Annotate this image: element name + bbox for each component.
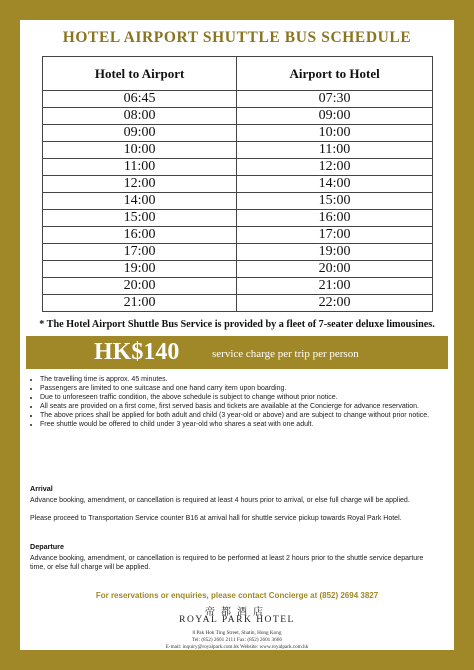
hotel-to-airport-time: 20:00 (43, 278, 237, 295)
airport-to-hotel-time: 12:00 (237, 159, 433, 176)
table-row (43, 261, 433, 278)
hotel-to-airport-time: 14:00 (43, 193, 237, 210)
airport-to-hotel-time: 14:00 (237, 176, 433, 193)
flyer-sheet (20, 20, 454, 650)
departure-heading: Departure (30, 542, 64, 551)
table-row (43, 176, 433, 193)
airport-to-hotel-time: 09:00 (237, 108, 433, 125)
hotel-to-airport-time: 09:00 (43, 125, 237, 142)
hotel-to-airport-time: 08:00 (43, 108, 237, 125)
airport-to-hotel-time: 19:00 (237, 244, 433, 261)
airport-to-hotel-time: 11:00 (237, 142, 433, 159)
hotel-to-airport-time: 10:00 (43, 142, 237, 159)
hotel-to-airport-time: 17:00 (43, 244, 237, 261)
terms-list (30, 375, 440, 429)
price-description: service charge per trip per person (212, 348, 359, 360)
hotel-chinese-name: 帝都酒店 (205, 607, 269, 618)
hotel-to-airport-time: 12:00 (43, 176, 237, 193)
hotel-email-website: E-mail: inquiry@royalpark.com.hk Website: www.royalpark.com.hk (165, 644, 309, 650)
table-row (43, 125, 433, 142)
arrival-heading: Arrival (30, 484, 53, 493)
airport-to-hotel-time: 20:00 (237, 261, 433, 278)
airport-to-hotel-time: 21:00 (237, 278, 433, 295)
hotel-to-airport-time: 16:00 (43, 227, 237, 244)
airport-to-hotel-time: 10:00 (237, 125, 433, 142)
table-row (43, 227, 433, 244)
price-amount: HK$140 (94, 339, 180, 365)
page-title: HOTEL AIRPORT SHUTTLE BUS SCHEDULE (62, 29, 412, 46)
arrival-pickup-text: Please proceed to Transportation Service counter B16 at arrival hall for shuttle service pickup towards Royal Park Hotel. (30, 515, 402, 522)
hotel-name: ROYAL PARK HOTEL (179, 615, 295, 625)
hotel-to-airport-time: 19:00 (43, 261, 237, 278)
airport-to-hotel-time: 16:00 (237, 210, 433, 227)
list-item: • Due to unforeseen traffic condition, the above schedule is subject to change without prior notice. (40, 393, 440, 402)
list-item: • The above prices shall be applied for both adult and child (3 year-old or above) and are subject to change without prior notice. (40, 411, 440, 420)
hotel-to-airport-time: 11:00 (43, 159, 237, 176)
table-row (43, 142, 433, 159)
table-header-row (43, 57, 433, 91)
table-row (43, 159, 433, 176)
price-banner (26, 336, 448, 369)
table-row (43, 295, 433, 312)
airport-to-hotel-time: 15:00 (237, 193, 433, 210)
column-header-hotel-to-airport: Hotel to Airport (43, 57, 237, 91)
list-item: • Free shuttle would be offered to child under 3 year-old who shares a seat with one adult. (40, 420, 440, 429)
hotel-to-airport-time: 15:00 (43, 210, 237, 227)
reservation-contact-line: For reservations or enquiries, please contact Concierge at (852) 2694 3827 (95, 591, 379, 600)
hotel-phone-fax: Tel: (852) 2601 2111 Fax: (852) 2601 3666 (192, 637, 282, 643)
table-row (43, 278, 433, 295)
airport-to-hotel-time: 07:30 (237, 91, 433, 108)
table-row (43, 193, 433, 210)
column-header-airport-to-hotel: Airport to Hotel (237, 57, 433, 91)
airport-to-hotel-time: 22:00 (237, 295, 433, 312)
table-row (43, 210, 433, 227)
table-row (43, 108, 433, 125)
hotel-to-airport-time: 21:00 (43, 295, 237, 312)
table-row (43, 91, 433, 108)
hotel-address: 8 Pak Hok Ting Street, Shatin, Hong Kong (192, 630, 282, 636)
list-item: • Passengers are limited to one suitcase and one hand carry item upon boarding. (40, 384, 440, 393)
arrival-booking-text: Advance booking, amendment, or cancellation is required at least 4 hours prior to arrival, or else full charge will be applied. (30, 497, 410, 504)
schedule-table (42, 56, 433, 312)
limousine-note: * The Hotel Airport Shuttle Bus Service is provided by a fleet of 7-seater deluxe limousines. (39, 319, 435, 330)
hotel-to-airport-time: 06:45 (43, 91, 237, 108)
list-item: • The travelling time is approx. 45 minutes. (40, 375, 440, 384)
airport-to-hotel-time: 17:00 (237, 227, 433, 244)
table-row (43, 244, 433, 261)
departure-booking-text: Advance booking, amendment, or cancellation is required to be performed at least 2 hours prior to the shuttle service departure time, or else full charge will be applied. (30, 555, 424, 571)
list-item: • All seats are provided on a first come, first served basis and tickets are available at the Concierge for advance reservation. (40, 402, 440, 411)
